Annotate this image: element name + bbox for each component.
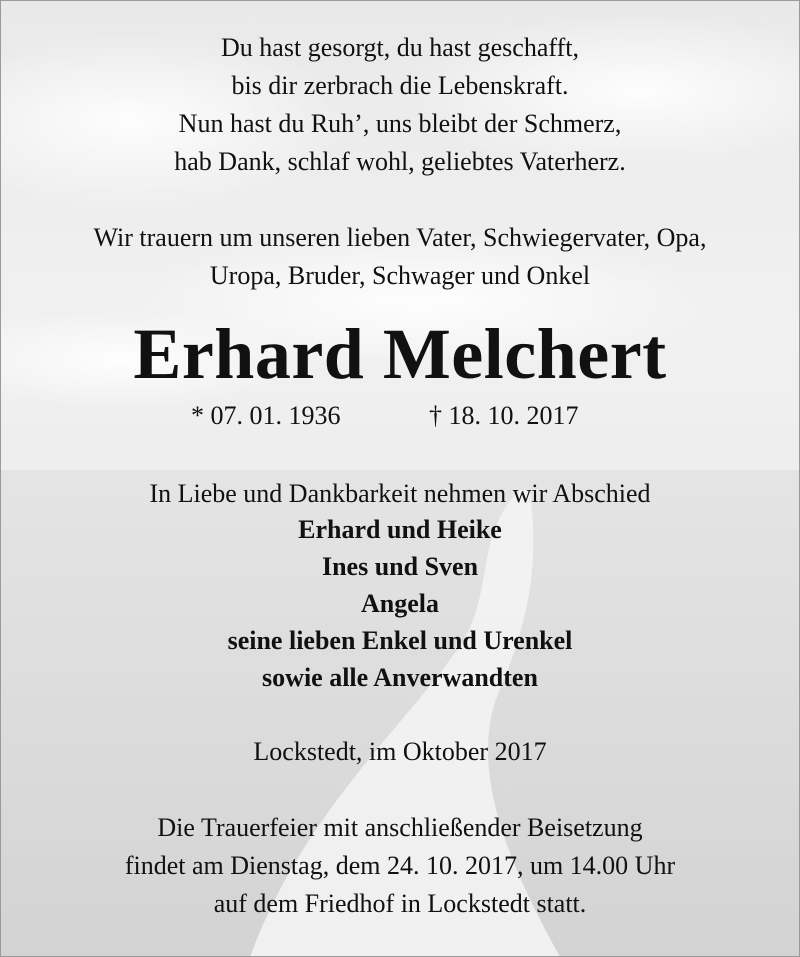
poem-line: hab Dank, schlaf wohl, geliebtes Vaterherz.	[174, 147, 626, 176]
poem-line: Du hast gesorgt, du hast geschafft,	[221, 33, 579, 62]
death-date: † 18. 10. 2017	[429, 401, 579, 430]
mourner-name: sowie alle Anverwandten	[262, 663, 538, 692]
place-date: Lockstedt, im Oktober 2017	[253, 737, 547, 766]
farewell-intro: In Liebe und Dankbarkeit nehmen wir Abschied	[149, 479, 651, 508]
mourner-name: Erhard und Heike	[298, 515, 502, 544]
funeral-info-line: findet am Dienstag, dem 24. 10. 2017, um 14.00 Uhr	[124, 851, 676, 880]
funeral-info-line: auf dem Friedhof in Lockstedt statt.	[213, 889, 587, 918]
birth-date: * 07. 01. 1936	[191, 401, 341, 430]
mourner-name: Angela	[361, 589, 439, 618]
funeral-info-line: Die Trauerfeier mit anschließender Beisetzung	[157, 813, 643, 842]
poem-line: bis dir zerbrach die Lebenskraft.	[231, 71, 569, 100]
mourner-name: seine lieben Enkel und Urenkel	[227, 626, 573, 655]
mourner-name: Ines und Sven	[321, 552, 479, 581]
deceased-name: Erhard Melchert	[133, 314, 667, 394]
poem-line: Nun hast du Ruh’, uns bleibt der Schmerz,	[178, 109, 622, 138]
mourning-line: Wir trauern um unseren lieben Vater, Schwiegervater, Opa,	[93, 223, 707, 252]
mourning-line: Uropa, Bruder, Schwager und Onkel	[209, 261, 591, 290]
